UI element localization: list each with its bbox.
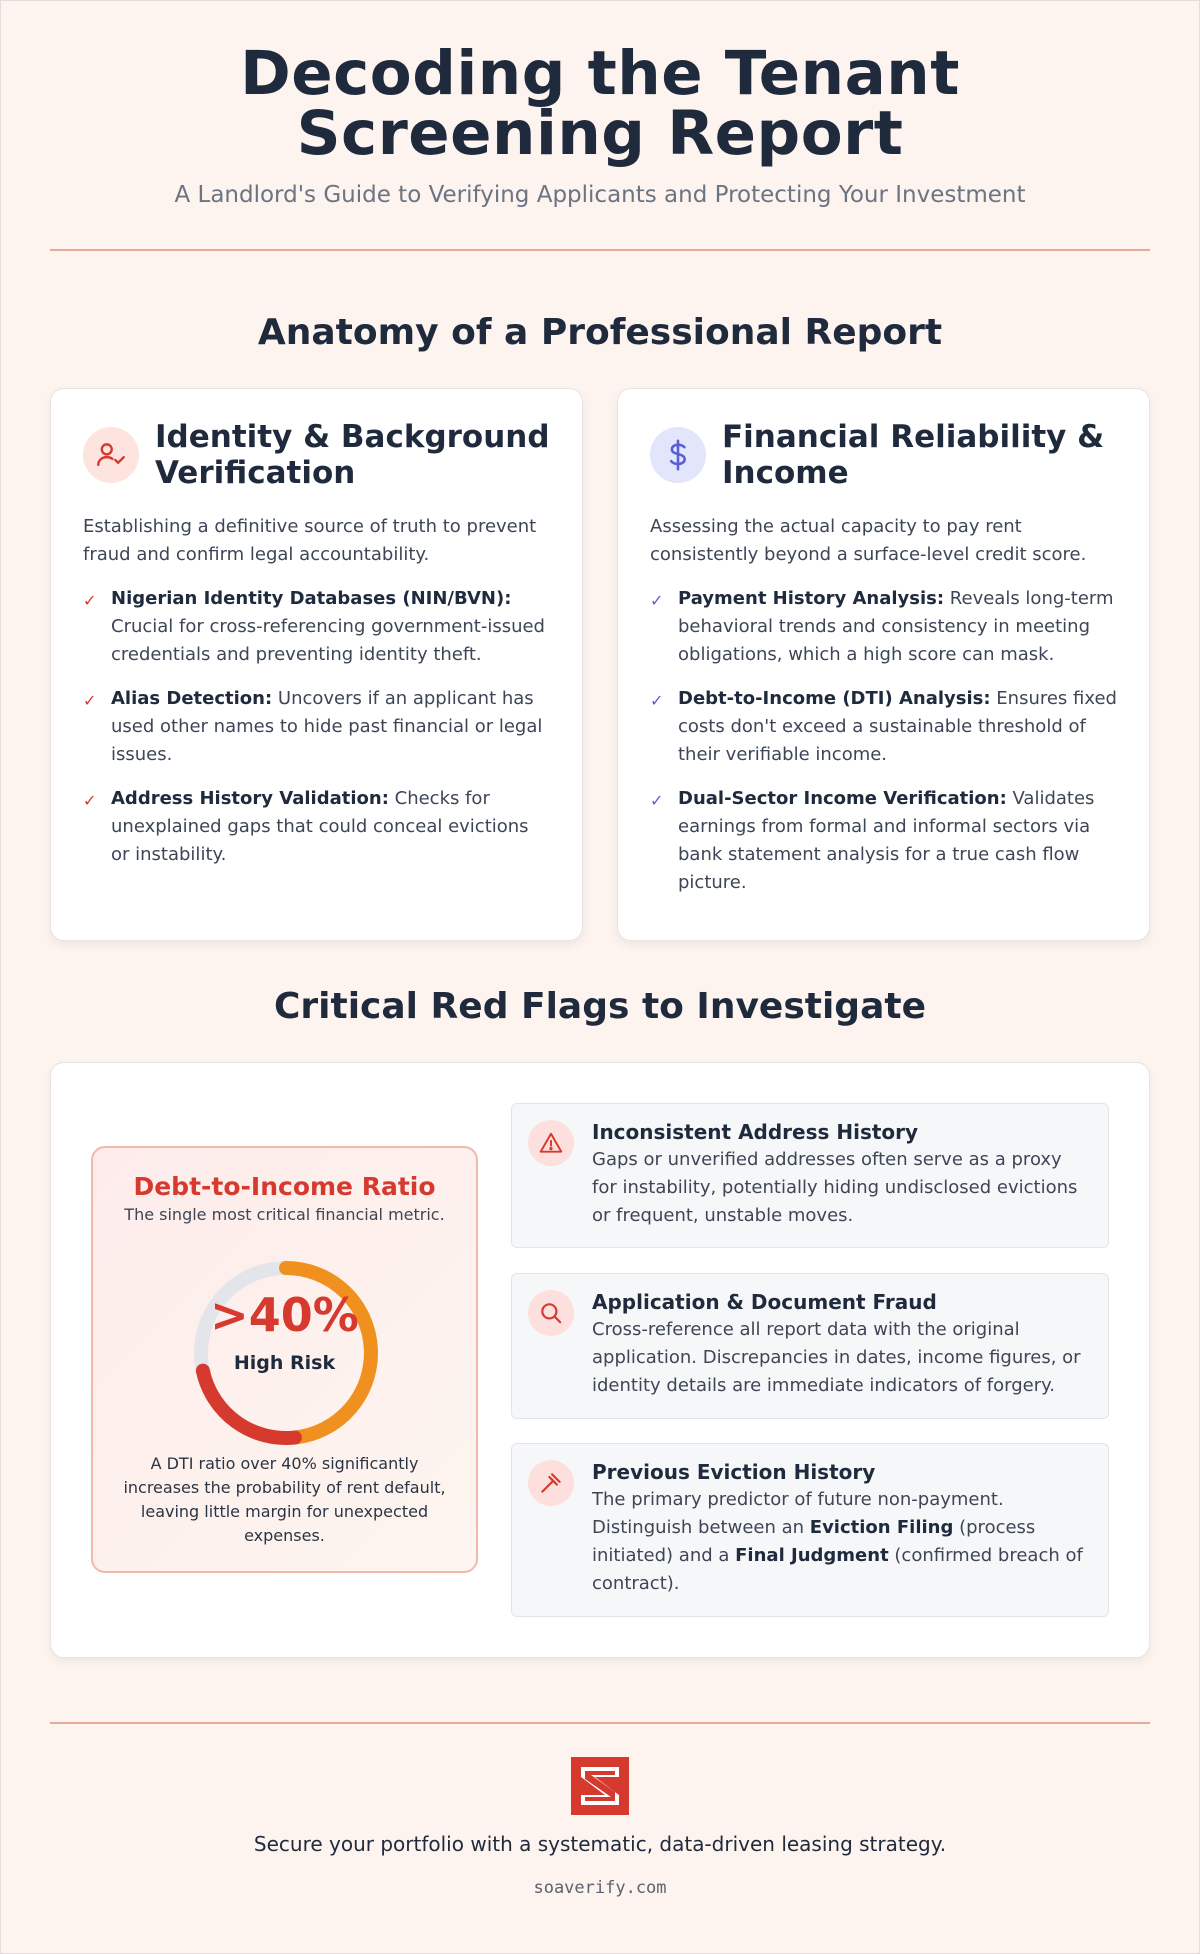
gauge-arc-risk bbox=[203, 1371, 295, 1438]
check-icon: ✓ bbox=[83, 591, 97, 610]
flag-title: Inconsistent Address History bbox=[592, 1120, 919, 1144]
user-check-icon bbox=[83, 427, 139, 483]
check-icon: ✓ bbox=[650, 791, 664, 810]
flag-text: Gaps or unverified addresses often serve as a proxy for instability, potentially hiding undisclosed evictions or frequent, unstable moves. bbox=[592, 1149, 1078, 1226]
financial-card-header bbox=[650, 419, 1119, 491]
identity-checklist bbox=[83, 585, 552, 885]
red-flags-section-title: Critical Red Flags to Investigate bbox=[273, 986, 926, 1027]
warning-icon bbox=[528, 1120, 574, 1166]
flag-document-fraud bbox=[511, 1273, 1109, 1419]
list-item: ✓ Address History Validation: Checks for unexplained gaps that could conceal evictions or instability. bbox=[83, 788, 529, 865]
dti-title: Debt-to-Income Ratio bbox=[133, 1172, 436, 1201]
search-icon bbox=[528, 1290, 574, 1336]
header-divider bbox=[50, 249, 1150, 251]
flag-text: Cross-reference all report data with the original application. Discrepancies in dates, income figures, or identity details are immediate indicators of forgery. bbox=[592, 1319, 1081, 1396]
page-subtitle: A Landlord's Guide to Verifying Applicants and Protecting Your Investment bbox=[174, 182, 1026, 208]
check-icon: ✓ bbox=[83, 791, 97, 810]
dti-risk-label: High Risk bbox=[233, 1352, 336, 1374]
financial-checklist bbox=[650, 585, 1119, 913]
identity-card-header bbox=[83, 419, 552, 491]
financial-card-title: Financial Reliability & Income bbox=[722, 419, 1105, 491]
list-item: ✓ Alias Detection: Uncovers if an applicant has used other names to hide past financial or legal issues. bbox=[83, 688, 543, 765]
check-icon: ✓ bbox=[650, 591, 664, 610]
footer-url[interactable]: soaverify.com bbox=[533, 1878, 667, 1898]
dti-subtitle: The single most critical financial metric. bbox=[124, 1205, 445, 1224]
flag-eviction-history bbox=[511, 1443, 1109, 1617]
check-icon: ✓ bbox=[650, 691, 664, 710]
anatomy-section-title: Anatomy of a Professional Report bbox=[257, 312, 943, 353]
list-item: ✓ Payment History Analysis: Reveals long-term behavioral trends and consistency in meeting obligations, which a high score can mask. bbox=[650, 588, 1114, 665]
financial-card bbox=[617, 388, 1150, 941]
footer-tagline: Secure your portfolio with a systematic, data-driven leasing strategy. bbox=[253, 1832, 947, 1856]
page-title: Decoding the Tenant Screening Report bbox=[240, 38, 960, 169]
identity-card-intro: Establishing a definitive source of truth to prevent fraud and confirm legal accountability. bbox=[83, 516, 537, 565]
dti-panel bbox=[91, 1146, 478, 1573]
identity-card bbox=[50, 388, 583, 941]
flag-title: Application & Document Fraud bbox=[592, 1290, 937, 1314]
list-item: ✓ Dual-Sector Income Verification: Validates earnings from formal and informal sectors via bank statement analysis for a true cash flow picture. bbox=[650, 788, 1095, 893]
flag-text: The primary predictor of future non-payment. Distinguish between an Eviction Filing (process initiated) and a Final Judgment (confirmed breach of contract). bbox=[592, 1489, 1083, 1594]
list-item: ✓ Debt-to-Income (DTI) Analysis: Ensures fixed costs don't exceed a sustainable threshold of their verifiable income. bbox=[650, 688, 1117, 765]
gavel-icon bbox=[528, 1460, 574, 1506]
dti-value: >40% bbox=[210, 1288, 359, 1342]
dollar-icon bbox=[650, 427, 706, 483]
flag-title: Previous Eviction History bbox=[592, 1460, 876, 1484]
list-item: ✓ Nigerian Identity Databases (NIN/BVN): Crucial for cross-referencing government-issued credentials and preventing identity theft. bbox=[83, 588, 545, 665]
identity-card-title: Identity & Background Verification bbox=[155, 419, 550, 491]
dti-note: A DTI ratio over 40% significantly increases the probability of rent default, leaving little margin for unexpected expenses. bbox=[123, 1454, 446, 1545]
financial-card-intro: Assessing the actual capacity to pay rent consistently beyond a surface-level credit score. bbox=[650, 516, 1087, 565]
footer-divider bbox=[50, 1722, 1150, 1724]
check-icon: ✓ bbox=[83, 691, 97, 710]
soaverify-logo-icon bbox=[571, 1757, 629, 1815]
flag-address-history bbox=[511, 1103, 1109, 1248]
